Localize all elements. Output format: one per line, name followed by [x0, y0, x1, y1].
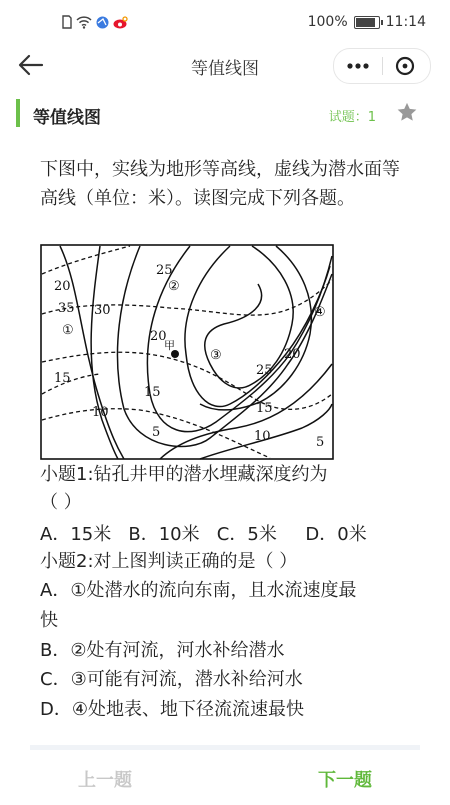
more-icon[interactable] [346, 61, 370, 71]
accent-bar [16, 99, 20, 127]
q1-blank: （ ） [40, 492, 82, 513]
map-label: ② [168, 279, 180, 294]
map-label: 10 [254, 429, 271, 444]
q2-option-a-cont[interactable]: 快 [40, 610, 58, 631]
question-count: 试题：1 [328, 110, 376, 125]
status-right [308, 14, 426, 30]
map-label: 25 [156, 263, 173, 278]
map-label: 15 [54, 371, 71, 386]
map-label: ③ [210, 348, 222, 363]
next-question-button[interactable]: 下一题 [318, 770, 372, 791]
q2-option-c[interactable]: C．③可能有河流，潜水补给河水 [40, 669, 303, 690]
contour-map [40, 244, 334, 460]
clock: 11:14 [385, 14, 426, 30]
map-label: ④ [314, 305, 326, 320]
map-label: 30 [94, 303, 111, 318]
q2-option-a[interactable]: A．①处潜水的流向东南，且水流速度最 [40, 580, 357, 601]
nav-title: 等值线图 [191, 59, 259, 79]
map-label: 5 [152, 425, 161, 440]
map-label: 15 [144, 385, 161, 400]
q1-stem: 小题1:钻孔井甲的潜水埋藏深度约为 [40, 464, 328, 485]
weibo-icon [113, 16, 128, 29]
map-label: 20 [54, 279, 71, 294]
map-label: 20 [284, 347, 301, 362]
map-label: 5 [316, 435, 325, 450]
map-label: 15 [256, 401, 273, 416]
q2-stem: 小题2:对上图判读正确的是（ ） [40, 551, 298, 572]
battery-percent: 100% [307, 14, 348, 30]
wifi-icon [76, 16, 92, 29]
nav-bar [0, 40, 450, 90]
map-label: 35 [58, 301, 75, 316]
question-stem: 下图中，实线为地形等高线，虚线为潜水面等高线（单位：米）。读图完成下列各题。 [40, 159, 400, 209]
q1-options[interactable]: A．15米 B．10米 C．5米 D．0米 [40, 524, 367, 545]
mini-program-capsule [333, 48, 431, 84]
close-circle-icon[interactable] [395, 56, 415, 76]
section-header [16, 99, 434, 127]
map-label: ① [62, 323, 74, 338]
map-label: 甲 [164, 339, 175, 352]
sim-card-icon [62, 15, 72, 29]
q2-option-d[interactable]: D．④处地表、地下径流流速最快 [40, 699, 304, 720]
footer-nav [30, 745, 420, 805]
battery-icon [354, 16, 380, 29]
map-label: 25 [256, 363, 273, 378]
section-title: 等值线图 [33, 108, 101, 128]
map-label: 20 [150, 329, 167, 344]
q2-option-b[interactable]: B．②处有河流，河水补给潜水 [40, 640, 285, 661]
browser-app-icon [96, 16, 109, 29]
capsule-divider [382, 57, 383, 75]
favorite-star-icon[interactable] [396, 101, 418, 123]
prev-question-button[interactable]: 上一题 [78, 770, 132, 791]
map-label: 10 [92, 405, 109, 420]
status-icons [62, 15, 128, 29]
